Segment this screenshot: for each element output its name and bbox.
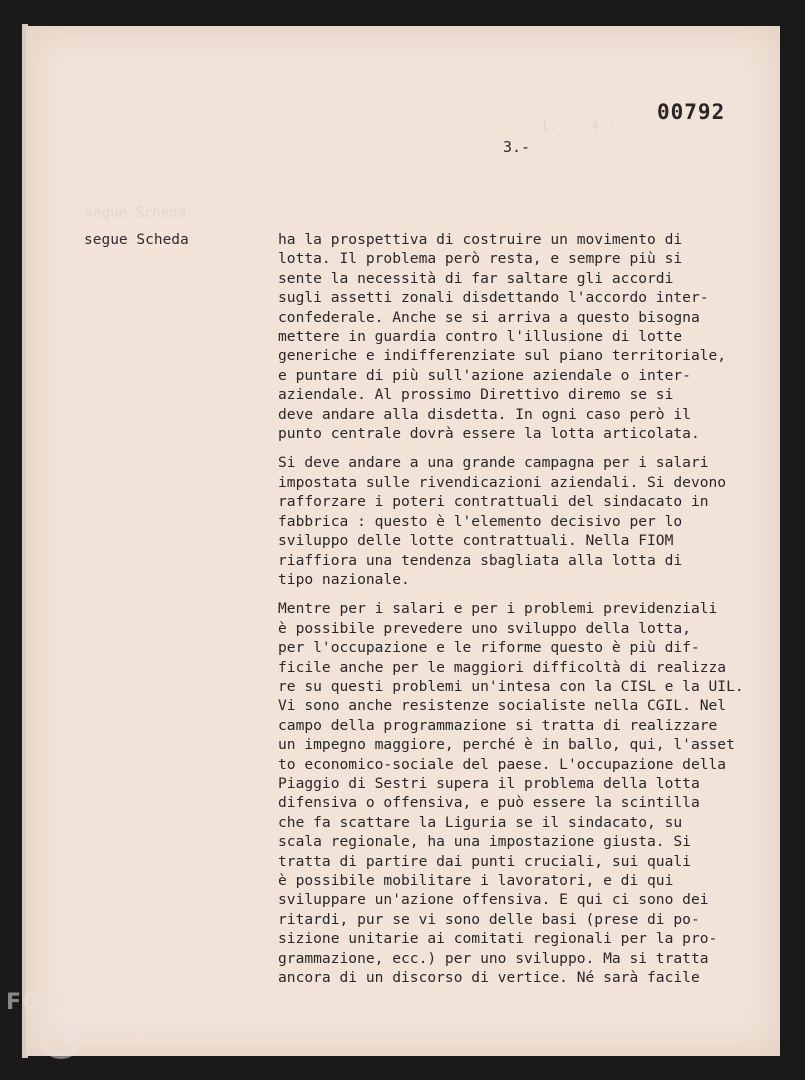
text-line: sviluppare un'azione offensiva. E qui ci sono dei (278, 891, 709, 909)
side-label: segue Scheda (84, 232, 189, 248)
text-line: rafforzare i poteri contrattuali del sindacato in (278, 493, 709, 511)
show-through: 1.- 4.- (540, 118, 616, 134)
text-line: deve andare alla disdetta. In ogni caso però il (278, 405, 691, 423)
text-line: fabbrica : questo è l'elemento decisivo per lo (278, 512, 683, 530)
text-line: Piaggio di Sestri supera il problema della lotta (278, 774, 700, 792)
text-line: sente la necessità di far saltare gli accordi (278, 269, 674, 287)
text-line: tratta di partire dai punti cruciali, sui quali (278, 852, 691, 870)
text-line: re su questi problemi un'intesa con la CISL e la UIL. (278, 677, 744, 695)
text-line: è possibile prevedere uno sviluppo della lotta, (278, 619, 691, 637)
text-line: riaffiora una tendenza sbagliata alla lotta di (278, 551, 683, 569)
fondazione-gramsci-watermark (6, 990, 206, 1070)
text-line: ritardi, pur se vi sono delle basi (prese di po- (278, 910, 700, 928)
text-line: punto centrale dovrà essere la lotta articolata. (278, 425, 700, 443)
text-line: confederale. Anche se si arriva a questo bisogna (278, 308, 700, 326)
text-line: impostata sulle rivendicazioni aziendali. Si devono (278, 473, 727, 491)
paragraph (278, 453, 778, 589)
text-line: ha la prospettiva di costruire un movimento di (278, 231, 683, 248)
text-line: ancora di un discorso di vertice. Né sarà facile (278, 969, 700, 987)
text-line: Si deve andare a una grande campagna per i salari (278, 454, 709, 472)
text-line: tipo nazionale. (278, 570, 410, 588)
show-through: segue Scheda (85, 205, 187, 221)
text-line: ficile anche per le maggiori difficoltà di realizza (278, 658, 727, 676)
text-line: e puntare di più sull'azione aziendale o inter- (278, 366, 691, 384)
text-line: è possibile mobilitare i lavoratori, e di qui (278, 872, 674, 889)
text-line: lotta. Il problema però resta, e sempre più si (278, 250, 683, 268)
text-line: aziendale. Al prossimo Direttivo diremo se si (278, 386, 674, 404)
page-number: 3.- (503, 138, 531, 156)
text-line: grammazione, ecc.) per uno sviluppo. Ma si tratta (278, 949, 709, 967)
text-line: per l'occupazione e le riforme questo è più dif- (278, 639, 700, 657)
text-line: generiche e indifferenziate sul piano territoriale, (278, 347, 727, 365)
text-line: mettere in guardia contro l'illusione di lotte (278, 328, 683, 346)
watermark-line2: RAMSCI (76, 1016, 179, 1041)
text-line: che fa scattare la Liguria se il sindacato, su (278, 813, 683, 831)
watermark-line1: FONDAZIONE (6, 990, 180, 1015)
text-line: scala regionale, ha una impostazione giusta. Si (278, 833, 691, 851)
paragraph (278, 230, 778, 443)
text-line: sviluppo delle lotte contrattuali. Nella FIOM (278, 532, 674, 550)
text-line: sugli assetti zonali disdettando l'accordo inter- (278, 289, 709, 307)
text-line: sizione unitarie ai comitati regionali per la pro- (278, 930, 718, 948)
text-line: Vi sono anche resistenze socialiste nella CGIL. Nel (278, 697, 727, 715)
body-text (278, 230, 778, 997)
document-number: 00792 (657, 100, 726, 124)
text-line: campo della programmazione si tratta di realizzare (278, 716, 718, 734)
text-line: to economico-sociale del paese. L'occupazione della (278, 755, 727, 773)
text-line: Mentre per i salari e per i problemi previdenziali (278, 600, 718, 618)
text-line: un impegno maggiore, perché è in ballo, qui, l'asset (278, 736, 735, 754)
text-line: difensiva o offensiva, e può essere la scintilla (278, 794, 700, 812)
paragraph (278, 599, 778, 987)
